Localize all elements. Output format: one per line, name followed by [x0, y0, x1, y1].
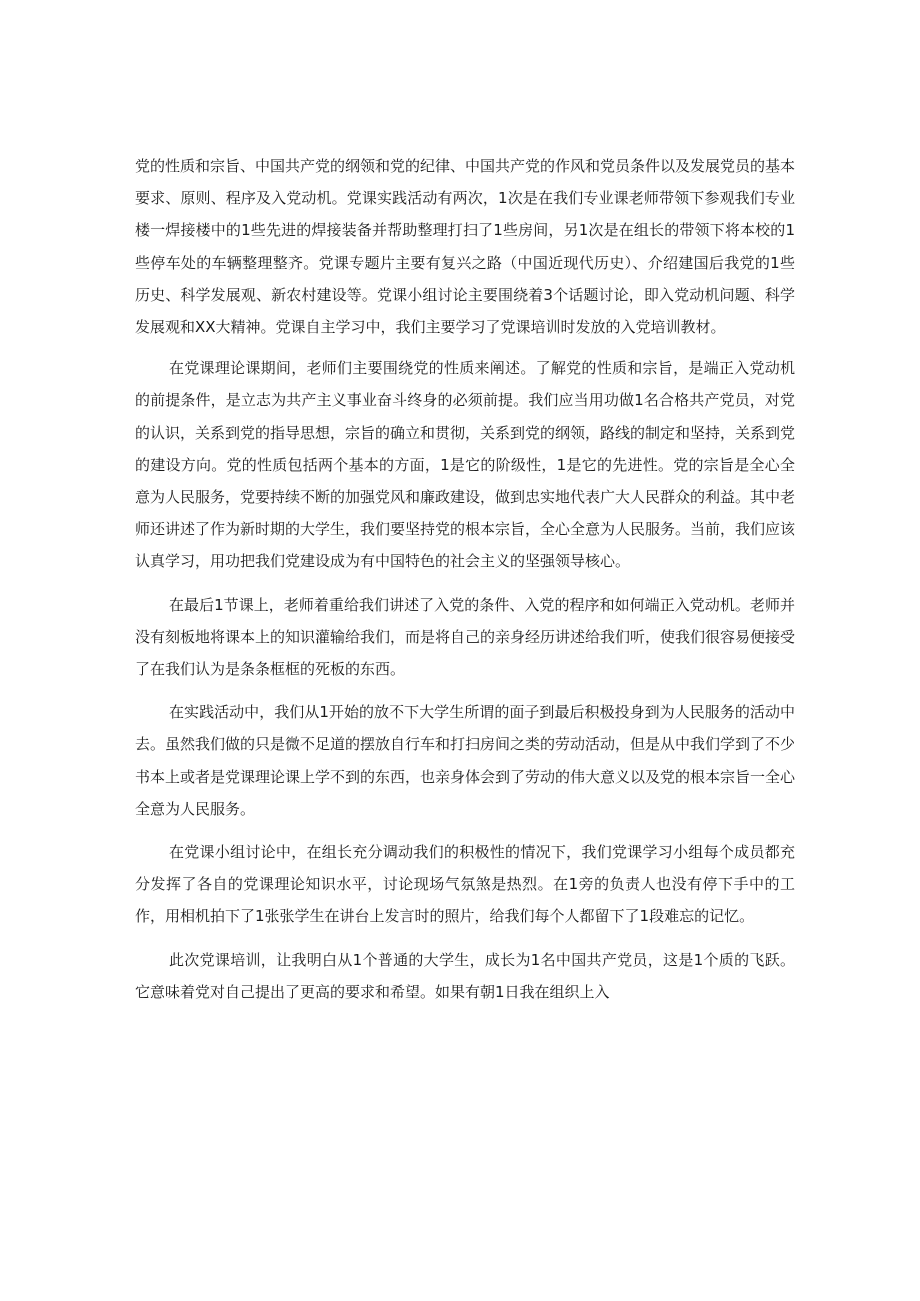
- paragraph-2: 在党课理论课期间，老师们主要围绕党的性质来阐述。了解党的性质和宗旨，是端正入党动机的前提条件，是立志为共产主义事业奋斗终身的必须前提。我们应当用功做1名合格共产党员，对党的认识，关系到党的指导思想，宗旨的确立和贯彻，关系到党的纲领，路线的制定和坚持，关系到党的建设方向。党的性质包括两个基本的方面，1是它的阶级性，1是它的先进性。党的宗旨是全心全意为人民服务，党要持续不断的加强党风和廉政建设，做到忠实地代表广大人民群众的利益。其中老师还讲述了作为新时期的大学生，我们要坚持党的根本宗旨，全心全意为人民服务。当前，我们应该认真学习，用功把我们党建设成为有中国特色的社会主义的坚强领导核心。: [135, 359, 796, 571]
- paragraph-6: 此次党课培训，让我明白从1个普通的大学生，成长为1名中国共产党员，这是1个质的飞跃。它意味着党对自己提出了更高的要求和希望。如果有朝1日我在组织上入: [135, 950, 795, 1001]
- paragraph-4: 在实践活动中，我们从1开始的放不下大学生所谓的面子到最后积极投身到为人民服务的活动中去。虽然我们做的只是微不足道的摆放自行车和打扫房间之类的劳动活动，但是从中我们学到了不少书本上或者是党课理论课上学不到的东西，也亲身体会到了劳动的伟大意义以及党的根本宗旨一全心全意为人民服务。: [135, 703, 796, 818]
- document-body: [135, 150, 795, 1019]
- paragraph-5: 在党课小组讨论中，在组长充分调动我们的积极性的情况下，我们党课学习小组每个成员都充分发挥了各自的党课理论知识水平，讨论现场气氛煞是热烈。在1旁的负责人也没有停下手中的工作，用相机拍下了1张张学生在讲台上发言时的照片，给我们每个人都留下了1段难忘的记忆。: [135, 843, 795, 926]
- paragraph-3: 在最后1节课上，老师着重给我们讲述了入党的条件、入党的程序和如何端正入党动机。老师并没有刻板地将课本上的知识灌输给我们，而是将自己的亲身经历讲述给我们听，使我们很容易便接受了在我们认为是条条框框的死板的东西。: [135, 595, 796, 679]
- paragraph-1: 党的性质和宗旨、中国共产党的纲领和党的纪律、中国共产党的作风和党员条件以及发展党员的基本要求、原则、程序及入党动机。党课实践活动有两次，1次是在我们专业课老师带领下参观我们专业楼一焊接楼中的1些先进的焊接装备并帮助整理打扫了1些房间，另1次是在组长的带领下将本校的1些停车处的车辆整理整齐。党课专题片主要有复兴之路（中国近现代历史）、介绍建国后我党的1些历史、科学发展观、新农村建设等。党课小组讨论主要围绕着3个话题讨论，即入党动机问题、科学发展观和XX大精神。党课自主学习中，我们主要学习了党课培训时发放的入党培训教材。: [135, 157, 796, 337]
